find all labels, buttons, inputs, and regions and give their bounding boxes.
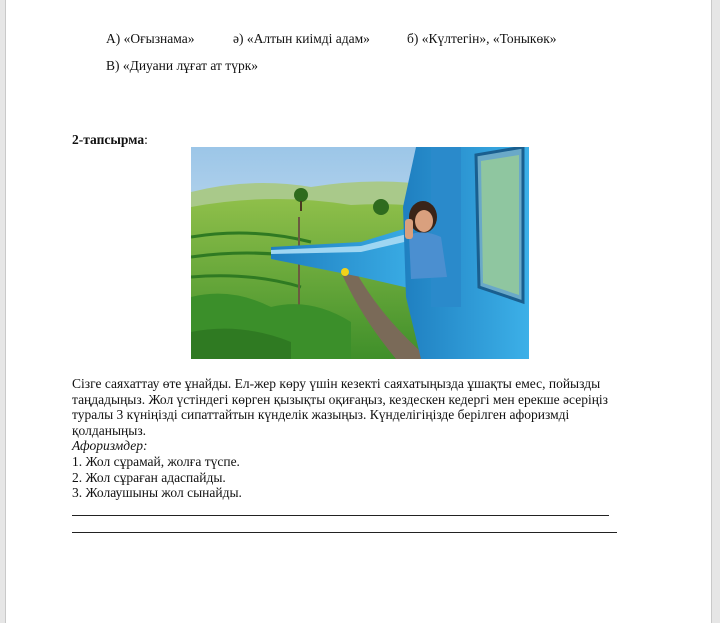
option-a: А) «Оғызнама» (106, 31, 195, 46)
task-title-colon: : (144, 132, 148, 147)
task-title-bold: 2-тапсырма (72, 132, 145, 147)
option-v: В) «Диуани лұғат ат түрк» (106, 58, 259, 73)
aphorisms-heading: Афоризмдер: (72, 438, 148, 454)
document-page (5, 0, 712, 623)
aphorism-2: 2. Жол сұраған адаспайды. (72, 469, 226, 485)
task-title (72, 132, 148, 148)
train-photo-illustration (191, 147, 529, 359)
paragraph-line-4: қолданыңыз. (72, 422, 147, 438)
aphorism-1: 1. Жол сұрамай, жолға түспе. (72, 453, 240, 469)
answer-line-2 (72, 532, 617, 533)
paragraph-line-3: туралы 3 күніңізді сипаттайтын күнделік жазыңыз. Күнделігіңізде берілген афоризмді (72, 407, 570, 423)
paragraph-line-1: Сізге саяхаттау өте ұнайды. Ел-жер көру үшін кезекті саяхатыңызда ұшақты емес, пойызды (72, 376, 601, 391)
answer-line-1 (72, 515, 609, 516)
train-photo (191, 147, 529, 359)
aphorism-3: 3. Жолаушыны жол сынайды. (72, 485, 242, 501)
paragraph-line-2: таңдадыңыз. Жол үстіндегі көрген қызықты оқиғаңыз, кездескен кедергі мен ерекше әсеріңіз (72, 391, 608, 407)
option-b: б) «Күлтегін», «Тоныкөк» (407, 31, 557, 46)
task-description (72, 376, 662, 501)
option-ae: ә) «Алтын киімді адам» (233, 31, 370, 46)
